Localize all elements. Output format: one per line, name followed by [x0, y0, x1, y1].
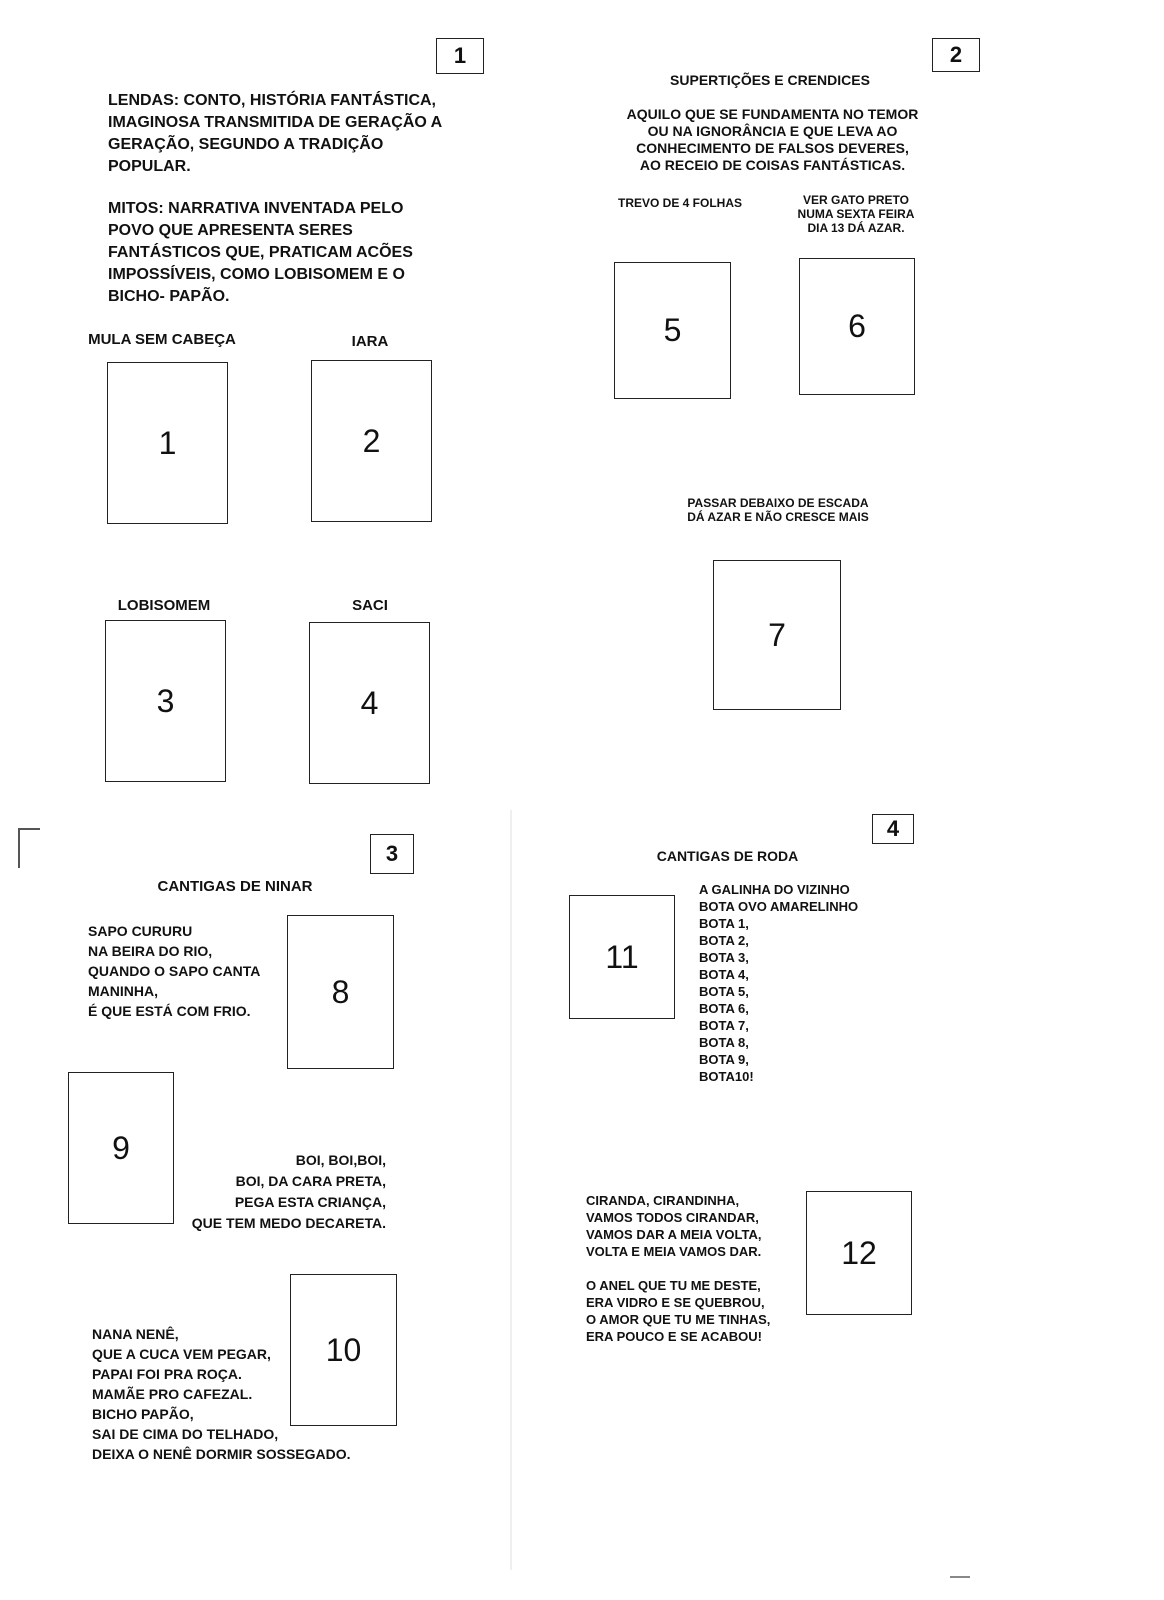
label-escada: PASSAR DEBAIXO DE ESCADA DÁ AZAR E NÃO CRESCE MAIS	[687, 496, 869, 524]
page3-title: CANTIGAS DE NINAR	[157, 878, 313, 895]
lyrics-boi-da-cara-preta: BOI, BOI,BOI, BOI, DA CARA PRETA, PEGA ESTA CRIANÇA, QUE TEM MEDO DECARETA.	[191, 1152, 386, 1231]
page-number-3: 3	[370, 834, 414, 874]
picture-box-10: 10	[290, 1274, 397, 1426]
picture-box-3: 3	[105, 620, 226, 782]
label-mula-sem-cabeca: MULA SEM CABEÇA	[88, 331, 236, 348]
label-gato-preto: VER GATO PRETO NUMA SEXTA FEIRA DIA 13 DÁ AZAR.	[797, 193, 915, 235]
picture-box-4: 4	[309, 622, 430, 784]
scan-edge-mark	[950, 1576, 970, 1578]
lyrics-galinha-do-vizinho: A GALINHA DO VIZINHO BOTA OVO AMARELINHO BOTA 1, BOTA 2, BOTA 3, BOTA 4, BOTA 5, BOTA 6, BOTA 7, BOTA 8, BOTA 9, BOTA10!	[699, 882, 859, 1084]
page-number-4: 4	[872, 814, 914, 844]
label-saci: SACI	[352, 597, 388, 614]
picture-box-7: 7	[713, 560, 841, 710]
label-iara: IARA	[351, 333, 389, 350]
page4-title: CANTIGAS DE RODA	[656, 848, 799, 864]
scan-fold-line	[510, 810, 512, 1570]
lyrics-sapo-cururu: SAPO CURURU NA BEIRA DO RIO, QUANDO O SAPO CANTA MANINHA, É QUE ESTÁ COM FRIO.	[88, 923, 261, 1019]
page2-title: SUPERTIÇÕES E CRENDICES	[670, 72, 870, 88]
picture-box-12: 12	[806, 1191, 912, 1315]
lyrics-nana-nene: NANA NENÊ, QUE A CUCA VEM PEGAR, PAPAI FOI PRA ROÇA. MAMÃE PRO CAFEZAL. BICHO PAPÃO, SAI DE CIMA DO TELHADO, DEIXA O NENÊ DORMIR SOSSEGADO.	[92, 1326, 351, 1462]
picture-box-1: 1	[107, 362, 228, 524]
lyrics-ciranda-cirandinha: CIRANDA, CIRANDINHA, VAMOS TODOS CIRANDAR, VAMOS DAR A MEIA VOLTA, VOLTA E MEIA VAMOS DAR. O ANEL QUE TU ME DESTE, ERA VIDRO E SE QUEBROU, O AMOR QUE TU ME TINHAS, ERA POUCO E SE ACABOU!	[586, 1193, 771, 1344]
picture-box-9: 9	[68, 1072, 174, 1224]
scan-edge-mark	[18, 828, 20, 868]
label-trevo: TREVO DE 4 FOLHAS	[617, 196, 742, 210]
scan-edge-mark	[18, 828, 40, 830]
page-number-2: 2	[932, 38, 980, 72]
picture-box-5: 5	[614, 262, 731, 399]
mitos-definition: MITOS: NARRATIVA INVENTADA PELO POVO QUE APRESENTA SERES FANTÁSTICOS QUE, PRATICAM ACÕES IMPOSSÍVEIS, COMO LOBISOMEM E O BICHO- PAPÃO.	[108, 200, 413, 305]
superstition-definition: AQUILO QUE SE FUNDAMENTA NO TEMOR OU NA IGNORÂNCIA E QUE LEVA AO CONHECIMENTO DE FALSOS DEVERES, AO RECEIO DE COISAS FANTÁSTICAS.	[626, 106, 919, 173]
picture-box-11: 11	[569, 895, 675, 1019]
page-number-1: 1	[436, 38, 484, 74]
picture-box-8: 8	[287, 915, 394, 1069]
picture-box-2: 2	[311, 360, 432, 522]
lendas-definition: LENDAS: CONTO, HISTÓRIA FANTÁSTICA, IMAGINOSA TRANSMITIDA DE GERAÇÃO A GERAÇÃO, SEGUNDO A TRADIÇÃO POPULAR.	[108, 92, 443, 175]
label-lobisomem: LOBISOMEM	[117, 597, 211, 614]
picture-box-6: 6	[799, 258, 915, 395]
